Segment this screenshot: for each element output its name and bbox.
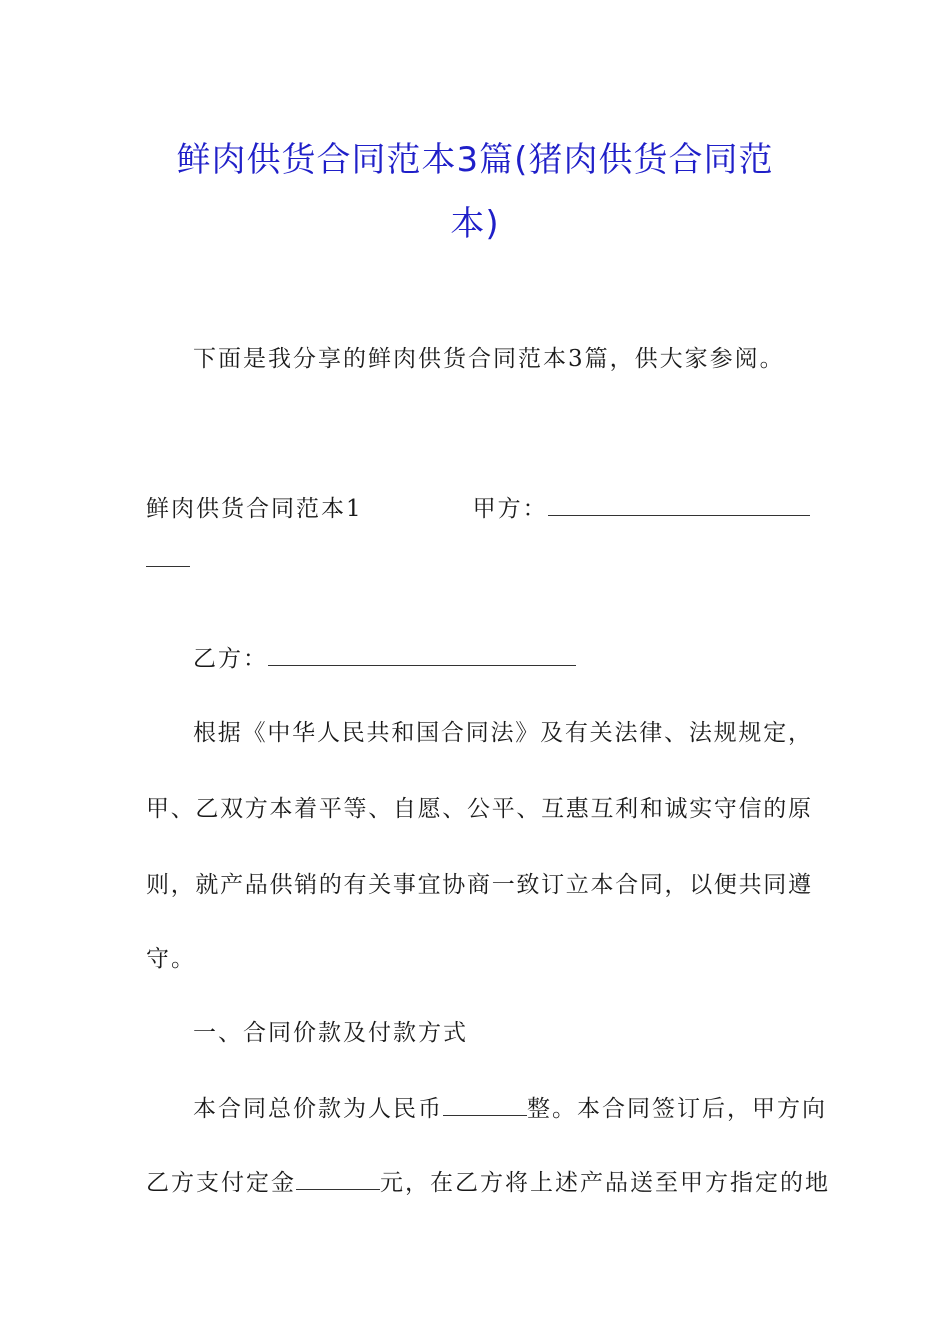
party-a-blank-continuation [146,566,190,567]
contract-header-row [146,494,811,524]
party-b-label: 乙方： [193,646,268,672]
party-a-blank [548,495,810,516]
para1-line-2: 甲、乙双方本着平等、自愿、公平、互惠互利和诚实守信的原 [146,796,811,822]
party-b-row [193,644,858,674]
total-price-blank [443,1095,527,1116]
title-line-1: 鲜肉供货合同范本3篇(猪肉供货合同范 [176,140,774,180]
para2-line2-text-a: 乙方支付定金 [146,1170,296,1196]
para2-text-a: 本合同总价款为人民币 [193,1096,443,1122]
para1-line-3: 则，就产品供销的有关事宜协商一致订立本合同，以便共同遵 [146,872,811,898]
para1-line-4: 守。 [146,946,196,972]
party-a-label: 甲方： [472,496,548,522]
party-b-blank [268,645,576,666]
para2-line-2 [146,1168,830,1198]
document-title [120,128,830,256]
para2-line2-text-b: 元，在乙方将上述产品送至甲方指定的地 [380,1170,830,1196]
title-line-2: 本) [450,204,500,244]
intro-text: 下面是我分享的鲜肉供货合同范本3篇，供大家参阅。 [193,346,785,372]
deposit-blank [296,1169,380,1190]
para2-text-b: 整。本合同签订后，甲方向 [527,1096,827,1122]
para1-line-1: 根据《中华人民共和国合同法》及有关法律、法规规定， [193,720,811,746]
section-title: 鲜肉供货合同范本1 [146,496,363,522]
para2-line-1 [193,1094,827,1124]
heading-payment: 一、合同价款及付款方式 [193,1020,468,1046]
